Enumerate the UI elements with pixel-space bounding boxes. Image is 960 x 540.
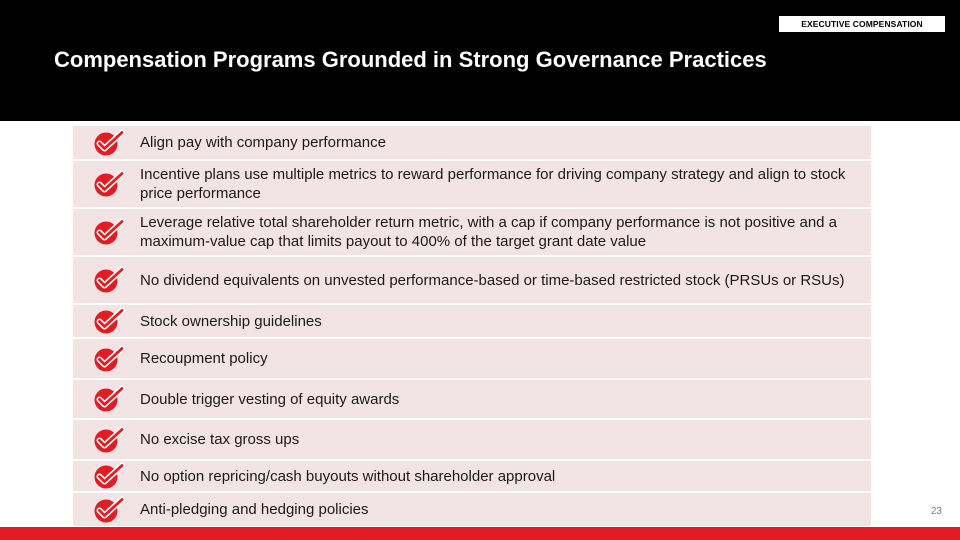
- section-tag: EXECUTIVE COMPENSATION: [779, 16, 945, 32]
- practice-row: [73, 461, 871, 493]
- practice-row: [73, 493, 871, 526]
- checkmark-circle-icon: [93, 426, 125, 454]
- practice-text: Double trigger vesting of equity awards: [140, 390, 400, 408]
- practice-row: [73, 209, 871, 257]
- checkmark-circle-icon: [93, 129, 125, 157]
- practices-table: [73, 126, 871, 526]
- practice-row: [73, 161, 871, 209]
- practice-text: Align pay with company performance: [140, 134, 386, 151]
- practice-text: No excise tax gross ups: [140, 431, 300, 448]
- practice-text: Recoupment policy: [140, 350, 268, 367]
- practice-text: Leverage relative total shareholder return metric, with a cap if company performance is not positive and a maximum-value cap that limits payout to 400% of the target grant date value: [140, 214, 838, 250]
- practice-row: [73, 380, 871, 420]
- footer-accent-bar: [0, 527, 960, 540]
- practice-row: [73, 126, 871, 161]
- checkmark-circle-icon: [93, 496, 125, 524]
- checkmark-circle-icon: [93, 345, 125, 373]
- practice-text: Incentive plans use multiple metrics to reward performance for driving company strategy and align to stock price performance: [140, 166, 846, 202]
- practice-row: [73, 257, 871, 305]
- practice-row: [73, 420, 871, 461]
- checkmark-circle-icon: [93, 462, 125, 490]
- checkmark-circle-icon: [93, 266, 125, 294]
- practice-row: [73, 305, 871, 339]
- practice-text: Stock ownership guidelines: [140, 312, 322, 330]
- practice-text: No option repricing/cash buyouts without shareholder approval: [140, 467, 556, 485]
- practice-text: Anti-pledging and hedging policies: [140, 501, 369, 518]
- checkmark-circle-icon: [93, 307, 125, 335]
- page-number: 23: [930, 506, 942, 517]
- page-title: Compensation Programs Grounded in Strong Governance Practices: [54, 47, 767, 72]
- checkmark-circle-icon: [93, 385, 125, 413]
- practice-row: [73, 339, 871, 380]
- checkmark-circle-icon: [93, 218, 125, 246]
- header-bar: [0, 0, 960, 121]
- practice-text: No dividend equivalents on unvested performance-based or time-based restricted stock (PRSUs or RSUs): [140, 271, 845, 289]
- checkmark-circle-icon: [93, 170, 125, 198]
